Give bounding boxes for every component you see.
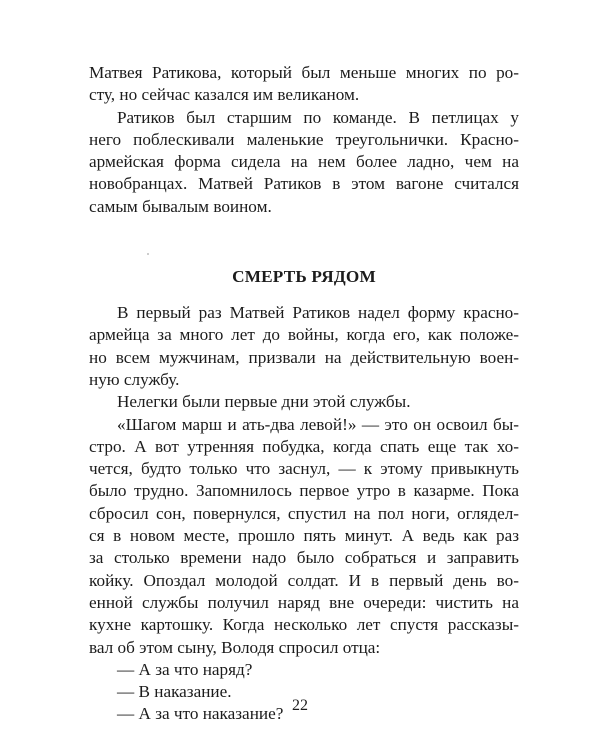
text-line: ную службу. bbox=[89, 369, 180, 389]
text-line: но всем мужчинам, призвали на действительную воен- bbox=[89, 347, 519, 367]
text-line: него поблескивали маленькие треугольнички. Красно- bbox=[89, 129, 519, 149]
text-line: сбросил сон, повернулся, спустил на пол ноги, оглядел- bbox=[89, 503, 519, 523]
text-line: Ратиков был старшим по команде. В петлицах у bbox=[117, 107, 519, 127]
paragraph bbox=[89, 391, 519, 413]
text-line: самым бывалым воином. bbox=[89, 196, 272, 216]
paragraph bbox=[89, 62, 519, 107]
text-line: — В наказание. bbox=[117, 682, 232, 702]
text-line: Нелегки были первые дни этой службы. bbox=[117, 392, 411, 412]
text-line: койку. Опоздал молодой солдат. И в первый день во- bbox=[89, 570, 519, 590]
page-number: 22 bbox=[292, 697, 308, 714]
text-line: сту, но сейчас казался им великаном. bbox=[89, 85, 360, 105]
book-page bbox=[89, 62, 519, 726]
text-line: за столько времени надо было собраться и заправить bbox=[89, 548, 519, 568]
text-line: енной службы получил наряд вне очереди: чистить на bbox=[89, 592, 519, 612]
paragraph bbox=[89, 414, 519, 659]
section-text bbox=[89, 302, 519, 726]
paragraph bbox=[89, 302, 519, 391]
text-line: ся в новом месте, прошло пять минут. А ведь как раз bbox=[89, 526, 519, 546]
text-line: новобранцах. Матвей Ратиков в этом вагоне считался bbox=[89, 174, 519, 194]
text-line: «Шагом марш и ать-два левой!» — это он освоил бы- bbox=[117, 414, 519, 434]
text-line: армейская форма сидела на нем более ладно, чем на bbox=[89, 152, 519, 172]
text-line: чется, будто только что заснул, — к этому привыкнуть bbox=[89, 459, 519, 479]
paragraph bbox=[89, 107, 519, 218]
text-line: вал об этом сыну, Володя спросил отца: bbox=[89, 637, 381, 657]
text-line: кухне картошку. Когда несколько лет спустя рассказы- bbox=[89, 615, 519, 635]
text-line: — А за что наказание? bbox=[117, 704, 284, 724]
text-line: В первый раз Матвей Ратиков надел форму красно- bbox=[117, 303, 519, 323]
top-text bbox=[89, 62, 519, 218]
text-line: Матвея Ратикова, который был меньше многих по ро- bbox=[89, 63, 519, 82]
text-line: было трудно. Запомнилось первое утро в казарме. Пока bbox=[89, 481, 519, 501]
text-line: армейца за много лет до войны, когда его, как положе- bbox=[89, 325, 519, 345]
section-title: СМЕРТЬ РЯДОМ bbox=[232, 267, 376, 287]
paragraph bbox=[89, 659, 519, 681]
text-line: стро. А вот утренняя побудка, когда спать еще так хо- bbox=[89, 436, 519, 456]
text-line: — А за что наряд? bbox=[117, 659, 253, 679]
